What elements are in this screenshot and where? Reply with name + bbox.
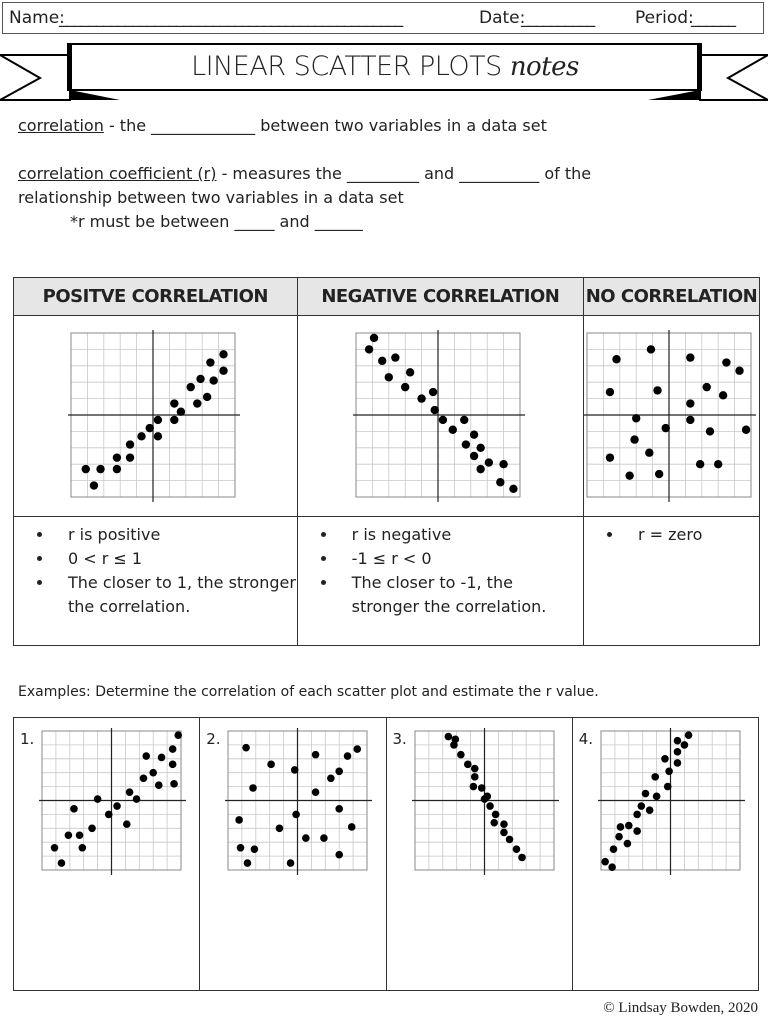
example-number: 1. xyxy=(20,730,35,748)
positive-notes xyxy=(14,517,298,646)
coefficient-text: - measures the _________ and __________ of the xyxy=(216,164,592,183)
name-label: Name: xyxy=(9,8,65,28)
page-title xyxy=(70,44,700,90)
note-item: • The closer to -1, the stronger the correlation. xyxy=(338,571,583,619)
examples-row xyxy=(13,717,759,991)
example-4 xyxy=(573,718,758,990)
correlation-definition xyxy=(18,114,547,138)
title-main: LINEAR SCATTER PLOTS xyxy=(191,51,502,82)
name-date-period-bar xyxy=(2,2,764,34)
none-graph-cell xyxy=(583,316,759,517)
period-field[interactable]: ______ xyxy=(691,8,735,28)
coefficient-definition xyxy=(18,162,591,186)
none-notes xyxy=(583,517,759,646)
date-label: Date: xyxy=(479,8,526,28)
title-accent: notes xyxy=(509,52,579,82)
no-correlation-scatter-plot xyxy=(584,330,759,505)
header-positive: POSITVE CORRELATION xyxy=(14,278,298,316)
header-negative: NEGATIVE CORRELATION xyxy=(297,278,583,316)
note-item: • 0 < r ≤ 1 xyxy=(54,547,297,571)
header-none: NO CORRELATION xyxy=(583,278,759,316)
note-item: • r is positive xyxy=(54,523,297,547)
example-4-scatter-plot xyxy=(598,728,748,878)
negative-graph-cell xyxy=(297,316,583,517)
example-3-scatter-plot xyxy=(412,728,562,878)
negative-notes xyxy=(297,517,583,646)
correlation-text: - the _____________ between two variables in a data set xyxy=(103,116,547,135)
positive-scatter-plot xyxy=(68,330,243,505)
note-item: • r is negative xyxy=(338,523,583,547)
note-item: • r = zero xyxy=(624,523,759,547)
example-number: 3. xyxy=(392,730,407,748)
coefficient-term: correlation coefficient (r) xyxy=(18,164,217,183)
example-1-scatter-plot xyxy=(39,728,189,878)
example-number: 2. xyxy=(206,730,221,748)
example-3 xyxy=(387,718,573,990)
negative-scatter-plot xyxy=(353,330,528,505)
coefficient-definition-cont: relationship between two variables in a data set xyxy=(18,188,404,207)
period-label: Period: xyxy=(635,8,694,28)
positive-graph-cell xyxy=(14,316,298,517)
r-range-note: *r must be between _____ and ______ xyxy=(70,212,363,231)
note-item: • The closer to 1, the stronger the correlation. xyxy=(54,571,297,619)
name-field[interactable]: _______________________________________________ xyxy=(59,8,403,28)
date-field[interactable]: __________ xyxy=(521,8,595,28)
example-2 xyxy=(200,718,386,990)
note-item: • -1 ≤ r < 0 xyxy=(338,547,583,571)
copyright: © Lindsay Bowden, 2020 xyxy=(603,1000,758,1016)
example-number: 4. xyxy=(578,730,594,748)
example-1 xyxy=(14,718,200,990)
correlation-types-table xyxy=(13,277,760,646)
examples-instruction: Examples: Determine the correlation of each scatter plot and estimate the r value. xyxy=(18,684,599,700)
correlation-term: correlation xyxy=(18,116,104,135)
example-2-scatter-plot xyxy=(225,728,375,878)
